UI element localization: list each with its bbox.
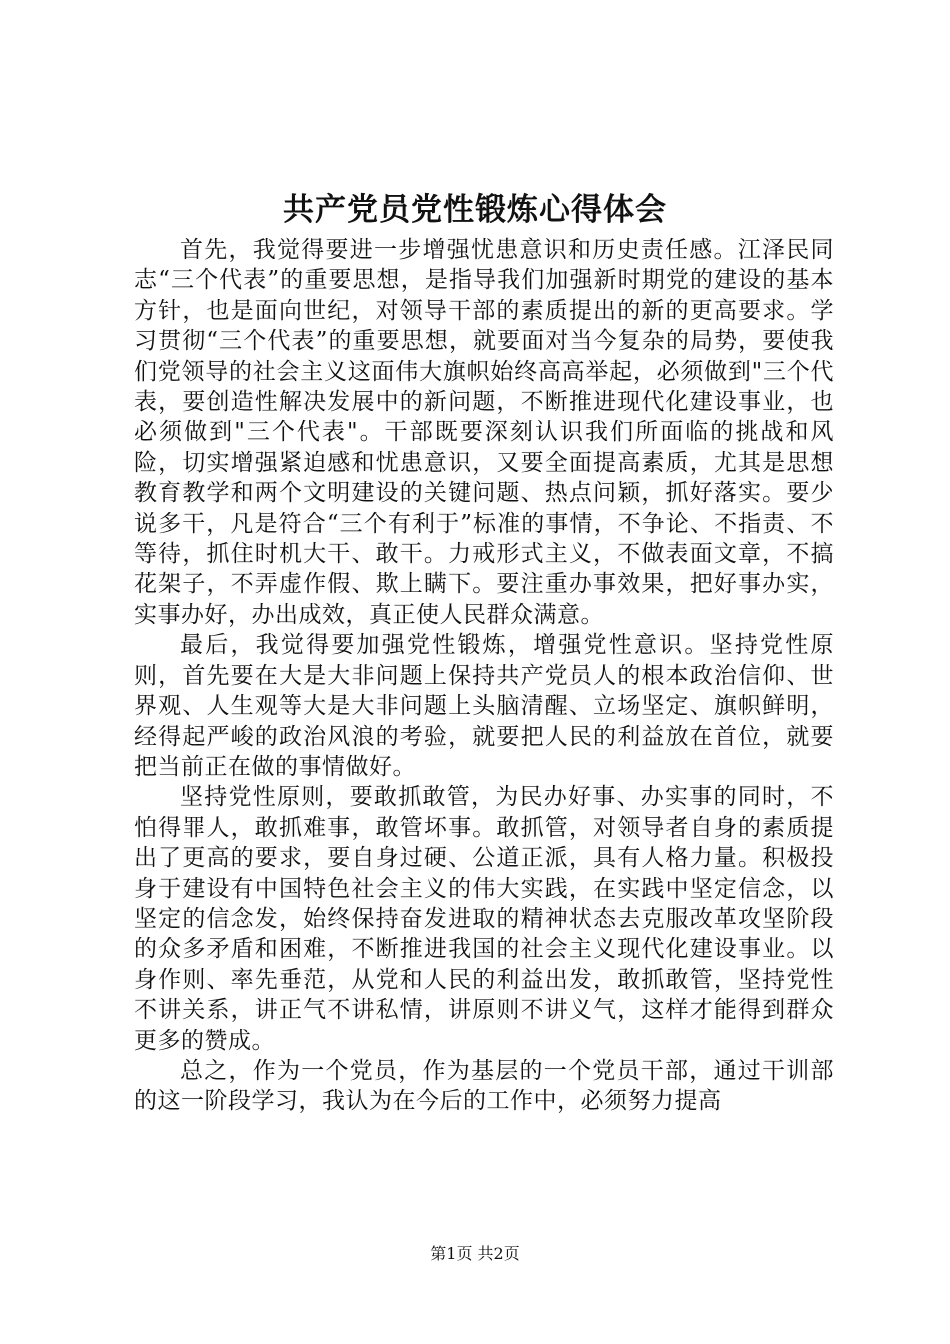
paragraph-1: 首先，我觉得要进一步增强忧患意识和历史责任感。江泽民同志“三个代表”的重要思想，是指导我们加强新时期党的建设的基本方针，也是面向世纪，对领导干部的素质提出的新的更高要求。学习贯彻“三个代表”的重要思想，就要面对当今复杂的局势，要使我们党领导的社会主义这面伟大旗帜始终高高举起，必须做到"三个代表，要创造性解决发展中的新问题，不断推进现代化建设事业，也必须做到"三个代表"。干部既要深刻认识我们所面临的挑战和风险，切实增强紧迫感和忧患意识，又要全面提高素质，尤其是思想教育教学和两个文明建设的关键问题、热点问颖，抓好落实。要少说多干，凡是符合“三个有利于”标准的事情，不争论、不指责、不等待，抓住时机大干、敢干。力戒形式主义，不做表面文章，不搞花架子，不弄虚作假、欺上瞒下。要注重办事效果，把好事办实，实事办好，办出成效，真正使人民群众满意。: [134, 237, 834, 628]
paragraph-3: 坚持党性原则，要敢抓敢管，为民办好事、办实事的同时，不怕得罪人，敢抓难事，敢管坏事。敢抓管，对领导者自身的素质提出了更高的要求，要自身过硬、公道正派，具有人格力量。积极投身于建设有中国特色社会主义的伟大实践，在实践中坚定信念，以坚定的信念发，始终保持奋发进取的精神状态去克服改革攻坚阶段的众多矛盾和困难，不断推进我国的社会主义现代化建设事业。以身作则、率先垂范，从党和人民的利益出发，敢抓敢管，坚持党性不讲关系，讲正气不讲私情，讲原则不讲义气，这样才能得到群众更多的赞成。: [134, 784, 834, 1054]
paragraph-2: 最后，我觉得要加强党性锻炼，增强党性意识。坚持党性原则，首先要在大是大非问题上保持共产党员人的根本政治信仰、世界观、人生观等大是大非问题上头脑清醒、立场坚定、旗帜鲜明，经得起严峻的政治风浪的考验，就要把人民的利益放在首位，就要把当前正在做的事情做好。: [134, 632, 834, 780]
page-footer: [0, 1243, 950, 1265]
document-body: [134, 235, 834, 1117]
document-title: 共产党员党性锻炼心得体会: [283, 192, 667, 228]
page-number-label: 第1页 共2页: [430, 1244, 520, 1263]
paragraph-4: 总之，作为一个党员，作为基层的一个党员干部，通过干训部的这一阶段学习，我认为在今后的工作中，必须努力提高: [134, 1057, 834, 1115]
